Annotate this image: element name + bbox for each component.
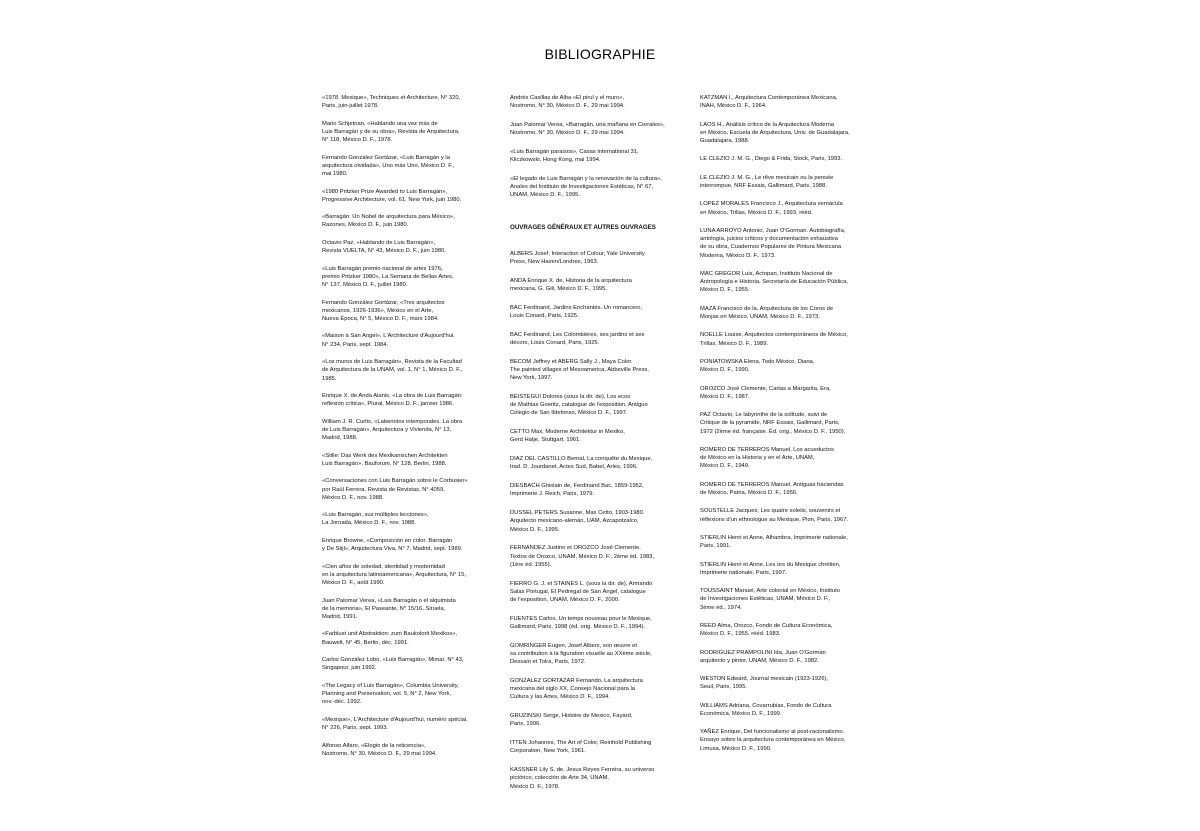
periodicals-continued [510, 94, 682, 200]
bibliography-entry: «1980 Pritzker Prize Awarded to Luis Barragán», Progressive Architecture, vol. 61, New York, juin 1980. [322, 188, 462, 203]
bibliography-entry: «1978. Mexique», Techniques et Architecture, N° 320, Paris, juin-juillet 1978. [322, 95, 461, 110]
bibliography-entry: ROMERO DE TERREROS Manuel, Los acueductos de México en la Historia y en el Arte, UNAM, México D. F., 1949. [700, 446, 834, 470]
bibliography-entry: «Farblust und Abstraktion: zum Baukolorit Mexikos», Bauwelt, N° 45, Berlin, déc. 1991. [322, 631, 458, 646]
bibliography-entry: KASSNER Lily S. de, Jesus Reyes Ferreira, su universo pictórico, colección de Arte 34, UNAM, México D. F., 1978. [510, 767, 655, 790]
bibliography-entry: GOMRINGER Eugen, Josef Albers, son œuvre et sa contribution à la figuration visuelle au XXème siècle, Dessain et Tolra, Paris, 1972. [510, 642, 652, 666]
bibliography-entry: CETTO Max, Moderne Architektur in Mexiko, Gerd Hatje, Stuttgart, 1961. [510, 429, 625, 444]
bibliography-entry: KATZMAN I., Arquitectura Contemporánea Mexicana, INAH, México D. F., 1964. [700, 95, 838, 110]
bibliography-entry: Octavio Paz, «Hablando de Luis Barragán», Revista VUELTA, N° 43, México D. F., juin 1980. [322, 239, 446, 255]
bibliography-entry: GRUZINSKI Serge, Histoire de Mexico, Fayard, Paris, 1996. [510, 713, 633, 728]
bibliography-entry: STIERLIN Henri et Anne, Alhambra, Imprimerie nationale, Paris, 1991. [700, 534, 848, 550]
bibliography-entry: FUENTES Carlos, Un temps nouveau pour le Mexique, Gallimard, Paris, 1998 (éd. orig. México D. F., 1994). [510, 615, 652, 631]
bibliography-entry: Juan Palomar Verea, «Barragán, una mañana en Corrales», Nostromo, N° 30, México D. F., 29 mai 1994. [510, 122, 665, 137]
bibliography-entry: LOPEZ MORALES Francisco J., Arquitectura vernácula en México, Trillas, México D. F., 1993, rééd. [700, 201, 843, 216]
bibliography-entry: «Luis Barragán, sus múltiples lecciones», La Jornada, México D. F., nov. 1988. [322, 512, 429, 527]
bibliography-entry: FERNANDEZ Justino et OROZCO José Clemente, Textos de Orozco, UNAM, México D. F., 2ème éd. 1983, (1ère éd. 1955). [510, 545, 655, 568]
bibliography-entry: LE CLEZIO J. M. G., Le rêve mexicain ou la pensée interrompue, NRF Essais, Gallimard, Paris, 1988. [700, 174, 834, 189]
bibliography-entry: «Conversaciones con Luis Barragán sobre le Corbusier» por Raúl Ferrera, Revista de Revistas, N° 4059, México D. F., nov. 1988. [322, 478, 468, 501]
bibliography-entry: BÉISTEGUI Dolores (sous la dir. de), Los ecos de Mathias Goeritz, catalogue de l'exposition, Antiguo Colegio de San Ildefonso, México D. F., 1997. [510, 394, 648, 417]
bibliography-entry: «Luis Barragán premio nacional de artes 1976, premio Pritzker 1980», La Semana de Bellas Artes, N° 137, México D. F., juillet 1980. [322, 265, 454, 289]
bibliography-column-1 [322, 94, 494, 767]
bibliography-entry: DUSSEL PETERS Susanne, Max Cetto, 1903-1980. Arquitecto mexicano-alemán, UAM, Azcapotzalco, México D. F., 1995. [510, 510, 645, 533]
bibliography-entry: «Mexique», L'Architecture d'Aujourd'hui, numéro spécial, N° 226, Paris, sept. 1993. [322, 716, 468, 731]
bibliography-entry: BAC Ferdinand, Jardins Enchantés. Un romancero, Louis Conard, Paris, 1925. [510, 304, 643, 320]
bibliography-entry: TOUSSAINT Manuel, Arte colonial en México, Instituto de Investigaciones Estéticas, UNAM, México D. F., 3ème éd., 1974. [700, 588, 840, 611]
bibliography-entry: SOUSTELLE Jacques, Les quatre soleils, souvenirs et réflexions d'un ethnologue au Mexique, Plon, Paris, 1967. [700, 508, 849, 523]
bibliography-entry: MAZA Francisco de la, Arquitectura de los Coros de Monjas en México, UNAM, México D. F., 1973. [700, 305, 834, 320]
bibliography-entry: STIERLIN Henri et Anne, Les ors du Mexique chrétien, Imprimerie nationale, Paris, 1997. [700, 561, 841, 576]
bibliography-entry: Mario Schjetnan, «Hablando una vez más de Luis Barragán y de su obra», Revista de Arquitectura, N° 118, México D. F., 1978. [322, 120, 460, 144]
bibliography-entry: BECOM Jeffrey et ABERG Sally J., Maya Color. The painted villages of Mesoamerica, Abbeville Press, New York, 1997. [510, 358, 649, 382]
bibliography-entry: Fernando González Gortázar, «Luis Barragán y la arquitectura olvidada», Uno más Uno, México D. F., mai 1980. [322, 154, 455, 178]
bibliography-entry: WESTON Edward, Journal mexicain (1923-1926), Seuil, Paris, 1995. [700, 676, 829, 691]
bibliography-entry: ALBERS Josef, Interaction of Colour, Yale University Press, New Haven/Londres, 1963. [510, 250, 645, 266]
bibliography-entry: LUNA ARROYO Antonio, Juan O'Gorman. Autobiografía, antología, juicios críticos y documentación exhaustiva de su obra, Cuadernos Populares de Pintura Mexicana Moderna, México D. F., 1973. [700, 227, 846, 259]
general-works-list [510, 250, 682, 791]
bibliography-column-2 [510, 94, 682, 801]
bibliography-entry: «El legado de Luis Barragán y la renovación de la cultura», Anales del Instituto de Investigaciones Estéticas, N° 67, UNAM, México D. F., 1995. [510, 176, 662, 199]
page-title: BIBLIOGRAPHIE [544, 46, 656, 62]
bibliography-entry: YAÑEZ Enrique, Del funcionalismo al post-racionalismo. Ensayo sobre la arquitectura contemporánea en México, Limusa, México D. F., 1990. [700, 729, 846, 752]
bibliography-entry: «Stille: Das Werk des Mexikanischen Architekten Luis Barragán», Bauforum, N° 128, Berlin, 1988. [322, 452, 448, 467]
bibliography-entry: GONZALEZ GORTAZAR Fernando, La arquitectura mexicana del siglo XX, Consejo Nacional para la Cultura y las Artes, México D. F., 1994. [510, 678, 643, 701]
bibliography-entry: ANDA Enrique X. de, Historia de la arquitectura mexicana, G. Gili, México D. F., 1995. [510, 277, 632, 293]
bibliography-entry: MAC GREGOR Luis, Actopan, Instituto Nacional de Antropología e Historia, Secretaría de Educación Pública, México D. F., 1955. [700, 270, 848, 294]
bibliography-entry: «The Legacy of Luis Barragán», Columbia University, Planning and Preservation, vol. 5, N° 2, New York, nov.-déc. 1992. [322, 682, 459, 706]
bibliography-entry: Juan Palomar Verea, «Luis Barragán o el alquimista de la memoria», El Paseante, N° 15/16, Siruela, Madrid, 1991. [322, 597, 456, 620]
bibliography-entry: Carlos González Lobo, «Luis Barragán», Mimar, N° 43, Singapour, juin 1992. [322, 657, 464, 672]
bibliography-entry: Andrés Casillas de Alba «El pirul y el muro», Nostromo, N° 30, México D. F., 29 mai 1994. [510, 95, 625, 110]
bibliography-entry: RODRIGUEZ PRAMPOLINI Ida, Juan O'Gorman arquitecto y pintor, UNAM, México D. F., 1982. [700, 649, 826, 664]
bibliography-entry: WILLIAMS Adriana, Covarrubias, Fondo de Cultura Económica, México D. F., 1999. [700, 702, 832, 717]
bibliography-entry: «Los muros de Luis Barragán», Revista de la Facultad de Arquitectura de la UNAM, vol. 1, N° 1, México D. F., 1985. [322, 359, 463, 382]
bibliography-entry: «Barragán: Un Nobel de arquitectura para México», Razones, México D. F., juin 1980. [322, 214, 455, 229]
bibliography-entry: «Cien años de soledad, identidad y modernidad en la arquitectura latinoamericana», Arquitectura, N° 15, México D. F., août 1990. [322, 563, 467, 587]
bibliography-entry: Enrique Browne, «Composición en color. Barragán y De Stijl», Arquitectura Viva, N° 7, Madrid, sept. 1989. [322, 537, 463, 553]
bibliography-entry: DIAZ DEL CASTILLO Bernal, La conquête du Mexique, trad. D. Jourdanet, Actes Sud, Babel, Arles, 1996. [510, 456, 653, 471]
bibliography-entry: LAOS H., Análisis crítico de la Arquitectura Moderna en México, Escuela de Arquitectura, Univ. de Guadalajara, Guadalajara, 1988. [700, 121, 850, 144]
bibliography-entry: William J. R. Curtis, «Laberintos intemporales. La obra de Luis Barragán», Arquitectura y Vivienda, N° 13, Madrid, 1988. [322, 418, 463, 442]
bibliography-entry: REED Alma, Orozco, Fondo de Cultura Económica, México D. F., 1955, rééd. 1983. [700, 622, 833, 638]
bibliography-entry: PAZ Octavio, Le labyrinthe de la solitude, suivi de Critique de la pyramide, NRF Essais, Gallimard, Paris, 1972 (2ème éd. française. Éd. orig., México D. F., 1950). [700, 412, 846, 435]
bibliography-entry: «Luis Barragán paraisos», Casas international 31, Kliczkowski, Hong Kong, mai 1994. [510, 149, 639, 164]
bibliography-entry: FIERRO G. J. et STAINES L. (sous la dir. de), Armando Salas Portugal, El Pedregal de San Ángel, catalogue de l'exposition, UNAM, México D. F., 2000. [510, 580, 653, 604]
bibliography-entry: Alfonso Alfaro, «Elogio de la reticencia», Nostromo, N° 30, México D. F., 29 mai 1994. [322, 742, 437, 757]
bibliography-entry: Enrique X. de Anda Alanis, «La obra de Luis Barragán: reflexión crítica», Plural, México D. F., janvier 1986. [322, 393, 463, 408]
bibliography-entry: Fernando González Gortázar, «Tres arquitectos mexicanos, 1926-1936», México en el Arte, Nueva Época, N° 5, México D. F., mars 1984. [322, 299, 445, 322]
bibliography-entry: DIESBACH Ghislain de, Ferdinand Bac, 1859-1952, Imprimerie J. Reich, Paris, 1979. [510, 483, 644, 498]
bibliography-entry: ITTEN Johannes, The Art of Color, Reinhold Publishing Corporation, New York, 1961. [510, 740, 652, 755]
bibliography-entry: «Maison à San Angel», L'Architecture d'Aujourd'hui, N° 234, Paris, sept. 1984. [322, 333, 455, 348]
bibliography-entry: ROMERO DE TERREROS Manuel, Antiguas haciendas de México, Patria, México D. F., 1956. [700, 481, 844, 496]
bibliography-column-3 [700, 94, 878, 763]
section-heading-general-works: OUVRAGES GÉNÉRAUX ET AUTRES OUVRAGES [510, 223, 656, 231]
bibliography-entry: BAC Ferdinand, Les Colombières, ses jardins et ses décors, Louis Conard, Paris, 1925. [510, 331, 645, 347]
bibliography-entry: OROZCO José Clemente, Cartas a Margarita, Era, México D. F., 1987. [700, 385, 831, 400]
bibliography-entry: LE CLEZIO J. M. G., Diego & Frida, Stock, Paris, 1993. [700, 156, 843, 163]
bibliography-entry: NOELLE Louise, Arquitectos contemporáneos de México, Trillas, México D. F., 1989. [700, 332, 848, 347]
bibliography-entry: PONIATOWSKA Elena, Todo México, Diana, México D. F., 1990. [700, 358, 815, 374]
